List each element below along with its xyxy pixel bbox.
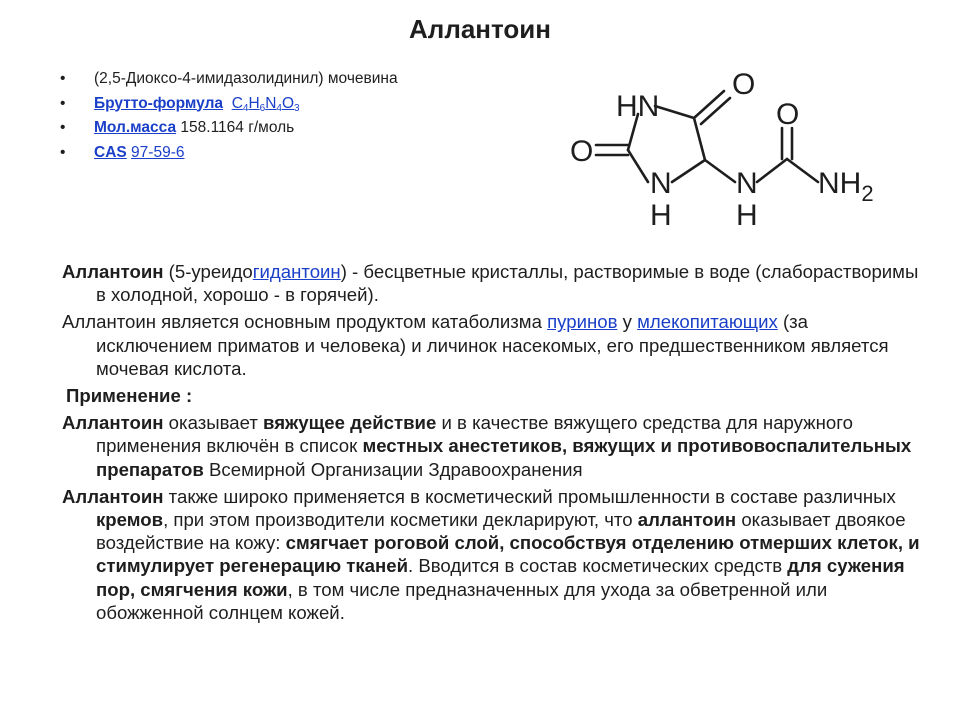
mammals-link[interactable]: млекопитающих bbox=[637, 311, 778, 333]
term-allantoin: Аллантоин bbox=[62, 485, 164, 507]
formula-h: H bbox=[248, 94, 260, 112]
emphasis-text: аллантоин bbox=[637, 509, 737, 531]
paragraph-astringent bbox=[62, 411, 922, 481]
text-span: Всемирной Организации Здравоохранения bbox=[203, 458, 583, 480]
text-span: и в качестве вяжущего средства для наружного применения включён в список bbox=[96, 412, 853, 457]
text-span: , при этом производители косметики декларируют, что bbox=[163, 509, 638, 531]
molar-mass-value: 158.1164 г/моль bbox=[176, 119, 295, 136]
formula-o-count: 3 bbox=[294, 102, 300, 114]
text-span: оказывает bbox=[163, 412, 264, 434]
atom-o-left: O bbox=[570, 135, 594, 168]
bond-c5-o bbox=[694, 91, 724, 118]
list-item bbox=[60, 142, 398, 167]
emphasis-text: местных анестетиков, вяжущих и противовоспалительных препаратов bbox=[96, 435, 912, 480]
section-heading-usage: Применение : bbox=[66, 385, 193, 407]
bond-n3-c2 bbox=[628, 150, 648, 182]
atom-n-chain: N bbox=[736, 167, 758, 200]
text-span: (за исключением приматов и человека) и личинок насекомых, его предшественником является мочевая кислота. bbox=[96, 311, 889, 379]
atom-o-urea: O bbox=[776, 98, 800, 131]
text-span: оказывает двоякое воздействие на кожу: bbox=[96, 509, 906, 554]
properties-list bbox=[60, 68, 398, 166]
formula-n-count: 4 bbox=[276, 102, 282, 114]
term-allantoin: Аллантоин bbox=[62, 261, 164, 282]
bullet-icon: • bbox=[60, 143, 66, 161]
formula-link[interactable] bbox=[232, 95, 300, 112]
text-span: Аллантоин является основным продуктом катаболизма bbox=[62, 311, 548, 333]
atom-nh2 bbox=[818, 167, 874, 206]
formula-o: O bbox=[281, 94, 295, 112]
paragraph-definition bbox=[62, 260, 922, 306]
atom-o-top: O bbox=[732, 68, 756, 101]
list-item bbox=[60, 68, 398, 93]
page-title: Аллантоин bbox=[409, 14, 551, 44]
purines-link[interactable]: пуринов bbox=[547, 311, 618, 333]
list-item bbox=[60, 117, 398, 142]
emphasis-text: смягчает роговой слой, способствуя отделению отмерших клеток, и стимулирует регенерацию тканей bbox=[96, 532, 920, 577]
formula-h-count: 6 bbox=[259, 102, 266, 114]
hydantoin-link[interactable]: гидантоин bbox=[252, 261, 341, 282]
bond-c5-o-double bbox=[701, 98, 730, 124]
text-span: у bbox=[617, 311, 638, 333]
bullet-icon: • bbox=[60, 70, 66, 87]
atom-nh: NH bbox=[818, 167, 862, 200]
allantoin-structure-diagram bbox=[560, 58, 900, 238]
emphasis-text: вяжущее действие bbox=[263, 412, 437, 434]
bond-c4-n3 bbox=[672, 160, 705, 182]
text-span: (5-уреидо bbox=[163, 261, 253, 282]
bond-n1-c5 bbox=[655, 106, 694, 118]
text-span: также широко применяется в косметический промышленности в составе различных bbox=[163, 485, 896, 507]
paragraph-cosmetics bbox=[62, 485, 922, 624]
bond-c4-n bbox=[705, 160, 735, 182]
text-span: , в том числе предназначенных для ухода за обветренной или обожженной солнцем кожей. bbox=[96, 578, 828, 623]
atom-h-chain: H bbox=[736, 199, 758, 232]
text-span: ) - бесцветные кристаллы, растворимые в воде (слаборастворимы в холодной, хорошо - в горячей). bbox=[96, 261, 919, 306]
term-allantoin: Аллантоин bbox=[62, 412, 164, 434]
bond-n-c bbox=[757, 159, 787, 182]
article-body bbox=[62, 260, 922, 628]
chemical-name: (2,5-Диоксо-4-имидазолидинил) мочевина bbox=[94, 70, 398, 87]
paragraph-metabolism bbox=[62, 310, 922, 380]
bond-c-nh2 bbox=[787, 159, 818, 182]
bullet-icon: • bbox=[60, 119, 66, 136]
list-item bbox=[60, 93, 398, 118]
emphasis-text: кремов bbox=[96, 509, 164, 531]
cas-link[interactable]: CAS bbox=[94, 143, 127, 161]
formula-c: C bbox=[231, 94, 243, 112]
formula-label-link[interactable]: Брутто-формула bbox=[94, 94, 224, 112]
text-span: . Вводится в состав косметических средств bbox=[408, 555, 788, 577]
atom-n-ring: N bbox=[650, 167, 672, 200]
formula-n: N bbox=[265, 94, 277, 112]
formula-c-count: 4 bbox=[242, 102, 249, 114]
atom-h-ring: H bbox=[650, 199, 672, 232]
emphasis-text: для сужения пор, смягчения кожи bbox=[96, 555, 905, 600]
molar-mass-link[interactable]: Мол.масса bbox=[94, 119, 177, 136]
bullet-icon: • bbox=[60, 94, 66, 112]
bond-c5-c4 bbox=[694, 118, 705, 160]
atom-hn: HN bbox=[616, 90, 660, 123]
atom-nh2-subscript: 2 bbox=[861, 181, 874, 206]
cas-number-link[interactable]: 97-59-6 bbox=[131, 143, 185, 161]
